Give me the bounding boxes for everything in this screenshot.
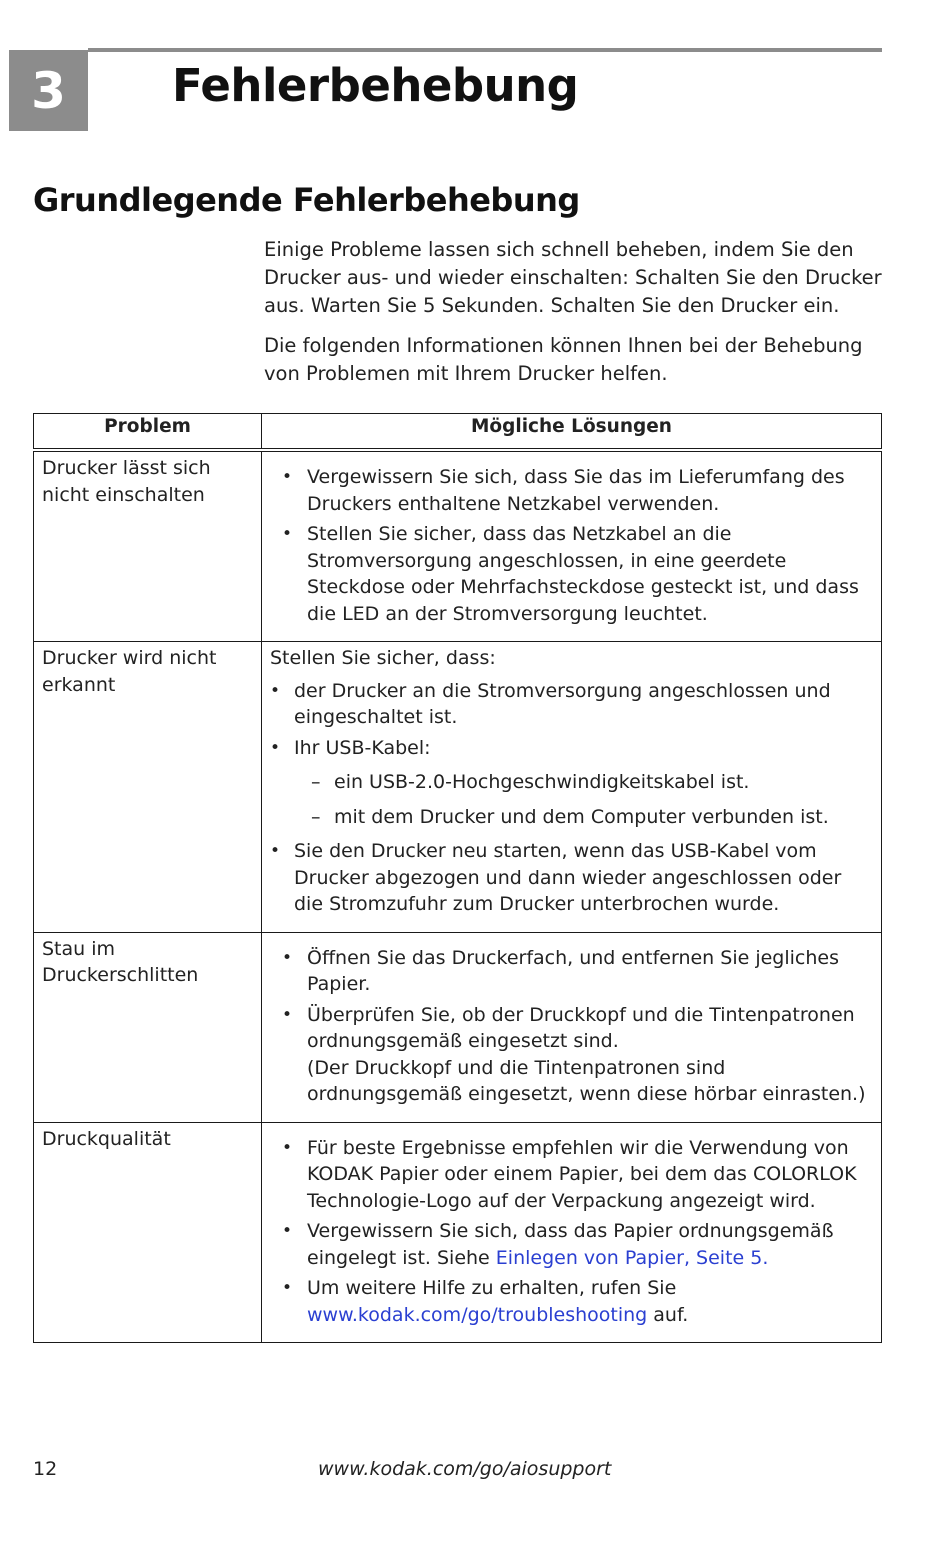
solution-cell xyxy=(262,450,882,642)
section-heading: Grundlegende Fehlerbehebung xyxy=(33,181,580,219)
list-item: • Öffnen Sie das Druckerfach, und entfernen Sie jegliches Papier. xyxy=(282,946,839,995)
list-item: • Überprüfen Sie, ob der Druckkopf und die Tintenpatronen ordnungsgemäß eingesetzt sind. (Der Druckkopf und die Tintenpatronen sind ordnungsgemäß eingesetzt, wenn diese hörbar einrasten.) xyxy=(282,1003,866,1105)
table-header-row xyxy=(34,414,882,451)
solution-note: (Der Druckkopf und die Tintenpatronen sind ordnungsgemäß eingesetzt, wenn diese hörbar einrasten.) xyxy=(307,1056,866,1105)
intro-paragraph: Die folgenden Informationen können Ihnen bei der Behebung von Problemen mit Ihrem Drucker helfen. xyxy=(264,334,863,385)
chapter-number: 3 xyxy=(31,61,66,120)
chapter-title: Fehlerbehebung xyxy=(172,59,579,112)
intro-paragraph: Einige Probleme lassen sich schnell beheben, indem Sie den Drucker aus- und wieder einschalten: Schalten Sie den Drucker aus. Warten Sie 5 Sekunden. Schalten Sie den Drucker ein. xyxy=(264,238,882,317)
header-rule xyxy=(88,48,882,52)
sub-list-item: – ein USB-2.0-Hochgeschwindigkeitskabel ist. xyxy=(311,771,750,793)
list-item: • Um weitere Hilfe zu erhalten, rufen Sie www.kodak.com/go/troubleshooting auf. xyxy=(282,1277,689,1326)
table-row xyxy=(34,642,882,933)
column-header-solutions: Mögliche Lösungen xyxy=(262,414,882,451)
page-number: 12 xyxy=(33,1458,58,1480)
solution-cell xyxy=(262,1122,882,1343)
list-item: • Stellen Sie sicher, dass das Netzkabel an die Stromversorgung angeschlossen, in eine geerdete Steckdose oder Mehrfachsteckdose gesteckt ist, und dass die LED an der Stromversorgung leuchtet. xyxy=(282,523,859,625)
list-item: • der Drucker an die Stromversorgung angeschlossen und eingeschaltet ist. xyxy=(270,679,831,728)
solution-cell xyxy=(262,932,882,1122)
footer-url: www.kodak.com/go/aiosupport xyxy=(318,1458,612,1480)
paper-loading-link[interactable]: Einlegen von Papier, Seite 5. xyxy=(495,1246,769,1269)
table-row xyxy=(34,1122,882,1343)
list-item: • Sie den Drucker neu starten, wenn das USB-Kabel vom Drucker abgezogen und dann wieder angeschlossen oder die Stromzufuhr zum Drucker unterbrochen wurde. xyxy=(270,840,842,915)
list-item: • Vergewissern Sie sich, dass Sie das im Lieferumfang des Druckers enthaltene Netzkabel verwenden. xyxy=(282,466,845,515)
chapter-number-box xyxy=(9,50,88,131)
solution-cell xyxy=(262,642,882,933)
table-row xyxy=(34,450,882,642)
table-row xyxy=(34,932,882,1122)
problem-cell: Drucker wird nicht erkannt xyxy=(34,642,262,933)
list-item: • Für beste Ergebnisse empfehlen wir die Verwendung von KODAK Papier oder einem Papier, bei dem das COLORLOK Technologie-Logo auf der Verpackung angezeigt wird. xyxy=(282,1136,857,1212)
solution-lead: Stellen Sie sicher, dass: xyxy=(270,647,496,669)
list-item: • Vergewissern Sie sich, dass das Papier ordnungsgemäß eingelegt ist. Siehe Einlegen von Papier, Seite 5. xyxy=(282,1220,834,1269)
troubleshooting-link[interactable]: www.kodak.com/go/troubleshooting xyxy=(307,1303,648,1326)
problem-cell: Druckqualität xyxy=(34,1122,262,1343)
problem-cell: Drucker lässt sich nicht einschalten xyxy=(34,450,262,642)
troubleshooting-table xyxy=(33,413,882,1343)
problem-cell: Stau im Druckerschlitten xyxy=(34,932,262,1122)
list-item: • Ihr USB-Kabel: – ein USB-2.0-Hochgeschwindigkeitskabel ist. – mit dem Drucker und dem Computer verbunden ist. xyxy=(270,735,867,831)
sub-list-item: – mit dem Drucker und dem Computer verbunden ist. xyxy=(311,805,829,828)
intro-text xyxy=(264,236,884,400)
column-header-problem: Problem xyxy=(34,414,262,451)
